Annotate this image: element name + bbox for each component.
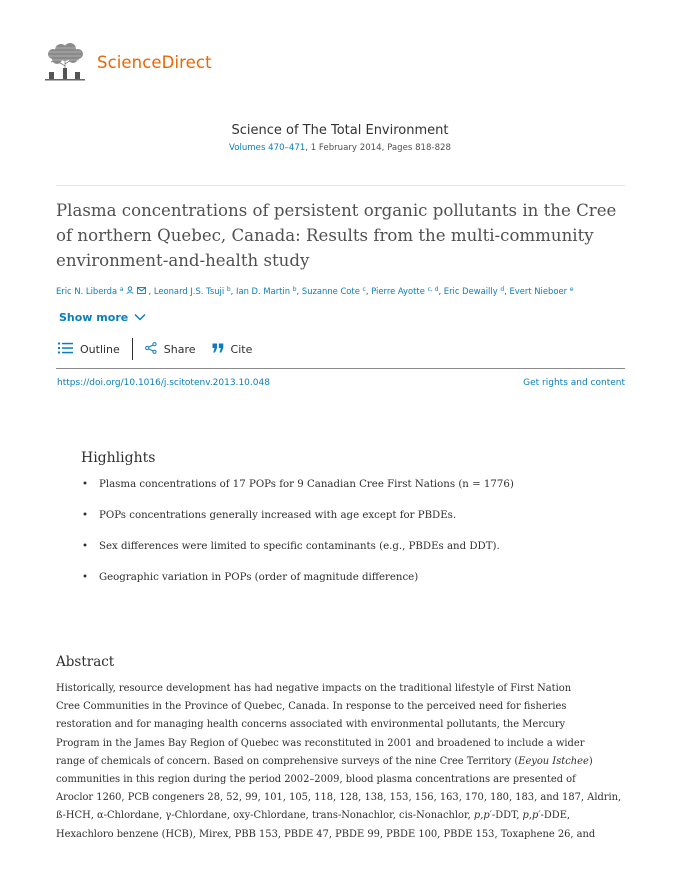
highlight-text: Plasma concentrations of 17 POPs for 9 Canadian Cree First Nations (n = 1776): [99, 479, 514, 490]
list-item: • Geographic variation in POPs (order of magnitude difference): [82, 572, 419, 583]
abstract-line: communities in this region during the period 2002–2009, blood plasma concentrations are presented of: [56, 774, 576, 786]
mail-icon[interactable]: [137, 286, 149, 296]
abstract-text-run: -DDE,: [540, 810, 571, 822]
header-divider: [56, 185, 625, 186]
abstract-line: Historically, resource development has had negative impacts on the traditional lifestyle of First Nation: [56, 683, 572, 694]
rights-link[interactable]: Get rights and content: [523, 378, 625, 388]
toolbar-divider-line: [56, 368, 625, 369]
toolbar-divider: [132, 338, 133, 360]
abstract-line: [56, 807, 624, 825]
author-link[interactable]: Evert Nieboer: [509, 286, 568, 296]
abstract-line: [56, 753, 624, 771]
author-affiliation-sup: c: [362, 286, 366, 293]
abstract-line: Cree Communities in the Province of Quebec, Canada. In response to the perceived need for fisheries: [56, 701, 567, 713]
sciencedirect-brand[interactable]: ScienceDirect: [97, 53, 212, 72]
author-link[interactable]: Suzanne Cote: [301, 286, 360, 296]
list-item: • POPs concentrations generally increased with age except for PBDEs.: [82, 510, 457, 521]
chevron-down-icon: [134, 311, 146, 324]
author-affiliation-sup: e: [569, 286, 574, 293]
highlight-text: Geographic variation in POPs (order of magnitude difference): [99, 572, 419, 583]
author-link[interactable]: Ian D. Martin: [235, 286, 291, 296]
abstract-line: Hexachloro benzene (HCB), Mirex, PBB 153, PBDE 47, PBDE 99, PBDE 100, PBDE 153, Toxaphene 26, and: [56, 828, 596, 840]
article-title: Plasma concentrations of persistent organic pollutants in the Cree of northern Quebec, Canada: Results from the multi-community environment-and-health study: [56, 201, 617, 270]
abstract-text-run: ß-HCH, α-Chlordane, γ-Chlordane, oxy-Chlordane, trans-Nonachlor, cis-Nonachlor,: [56, 810, 474, 822]
author-link[interactable]: Leonard J.S. Tsuji: [153, 286, 225, 296]
author-list: Eric N. Liberda $^a$ , Leonard J.S. Tsuji $^b$, Ian D. Martin $^b$, Suzanne Cote $^c$, Pierre Ayotte $^{c, d}$, Eric Dewailly $^d$, Evert Nieboer $^e$: [56, 286, 574, 296]
highlights-list: [81, 478, 621, 602]
abstract-line: restoration and for managing health concerns associated with environmental pollutants, the Mercury: [56, 719, 566, 731]
abstract-italic-term: p,p′: [522, 810, 541, 822]
person-icon[interactable]: [126, 286, 137, 296]
article-toolbar: [58, 339, 252, 359]
abstract-text-run: range of chemicals of concern. Based on comprehensive surveys of the nine Cree Territory (: [56, 755, 519, 767]
abstract-line: Program in the James Bay Region of Quebec was reconstituted in 2001 and broadened to include a wider: [56, 737, 585, 749]
journal-title[interactable]: Science of The Total Environment: [231, 123, 449, 138]
abstract-text: [56, 680, 624, 844]
issue-info: , 1 February 2014, Pages 818-828: [305, 143, 451, 153]
cite-button[interactable]: [212, 343, 253, 356]
outline-button[interactable]: [58, 342, 120, 357]
abstract-line: Aroclor 1260, PCB congeners 28, 52, 99, 101, 105, 118, 128, 138, 153, 156, 163, 170, 180, 183, and 187, Aldrin,: [56, 792, 622, 804]
author-link[interactable]: Eric N. Liberda: [56, 286, 118, 296]
quote-icon: [212, 343, 224, 356]
author-link[interactable]: Eric Dewailly: [443, 286, 498, 296]
highlights-heading: Highlights: [81, 450, 156, 466]
list-icon: [58, 342, 73, 357]
author-affiliation-sup: b: [292, 286, 297, 293]
show-more-label: Show more: [59, 311, 129, 324]
show-more-button[interactable]: [59, 311, 146, 324]
outline-label: Outline: [80, 342, 120, 356]
volume-issue-info: [0, 143, 680, 153]
author-affiliation-sup: c, d: [427, 286, 439, 293]
list-item: • Plasma concentrations of 17 POPs for 9 Canadian Cree First Nations (n = 1776): [82, 479, 514, 490]
abstract-italic-term: p,p′: [473, 810, 492, 822]
list-item: • Sex differences were limited to specific contaminants (e.g., PBDEs and DDT).: [82, 541, 500, 552]
author-affiliation-sup: a: [119, 286, 124, 293]
author-link[interactable]: Pierre Ayotte: [371, 286, 425, 296]
highlight-text: POPs concentrations generally increased with age except for PBDEs.: [99, 510, 457, 521]
cite-label: Cite: [230, 342, 253, 356]
abstract-text-run: ): [588, 755, 593, 767]
abstract-italic-term: Eeyou Istchee: [518, 755, 589, 767]
abstract-text-run: -DDT,: [491, 810, 523, 822]
author-affiliation-sup: b: [226, 286, 231, 293]
author-affiliation-sup: d: [500, 286, 505, 293]
highlight-text: Sex differences were limited to specific contaminants (e.g., PBDEs and DDT).: [99, 541, 500, 552]
share-label: Share: [163, 342, 196, 356]
elsevier-tree-icon[interactable]: [43, 42, 87, 82]
share-icon: [145, 342, 157, 357]
doi-link[interactable]: https://doi.org/10.1016/j.scitotenv.2013.10.048: [57, 378, 270, 388]
abstract-heading: Abstract: [56, 654, 115, 670]
share-button[interactable]: [145, 342, 196, 357]
volume-link[interactable]: Volumes 470–471: [228, 143, 306, 153]
